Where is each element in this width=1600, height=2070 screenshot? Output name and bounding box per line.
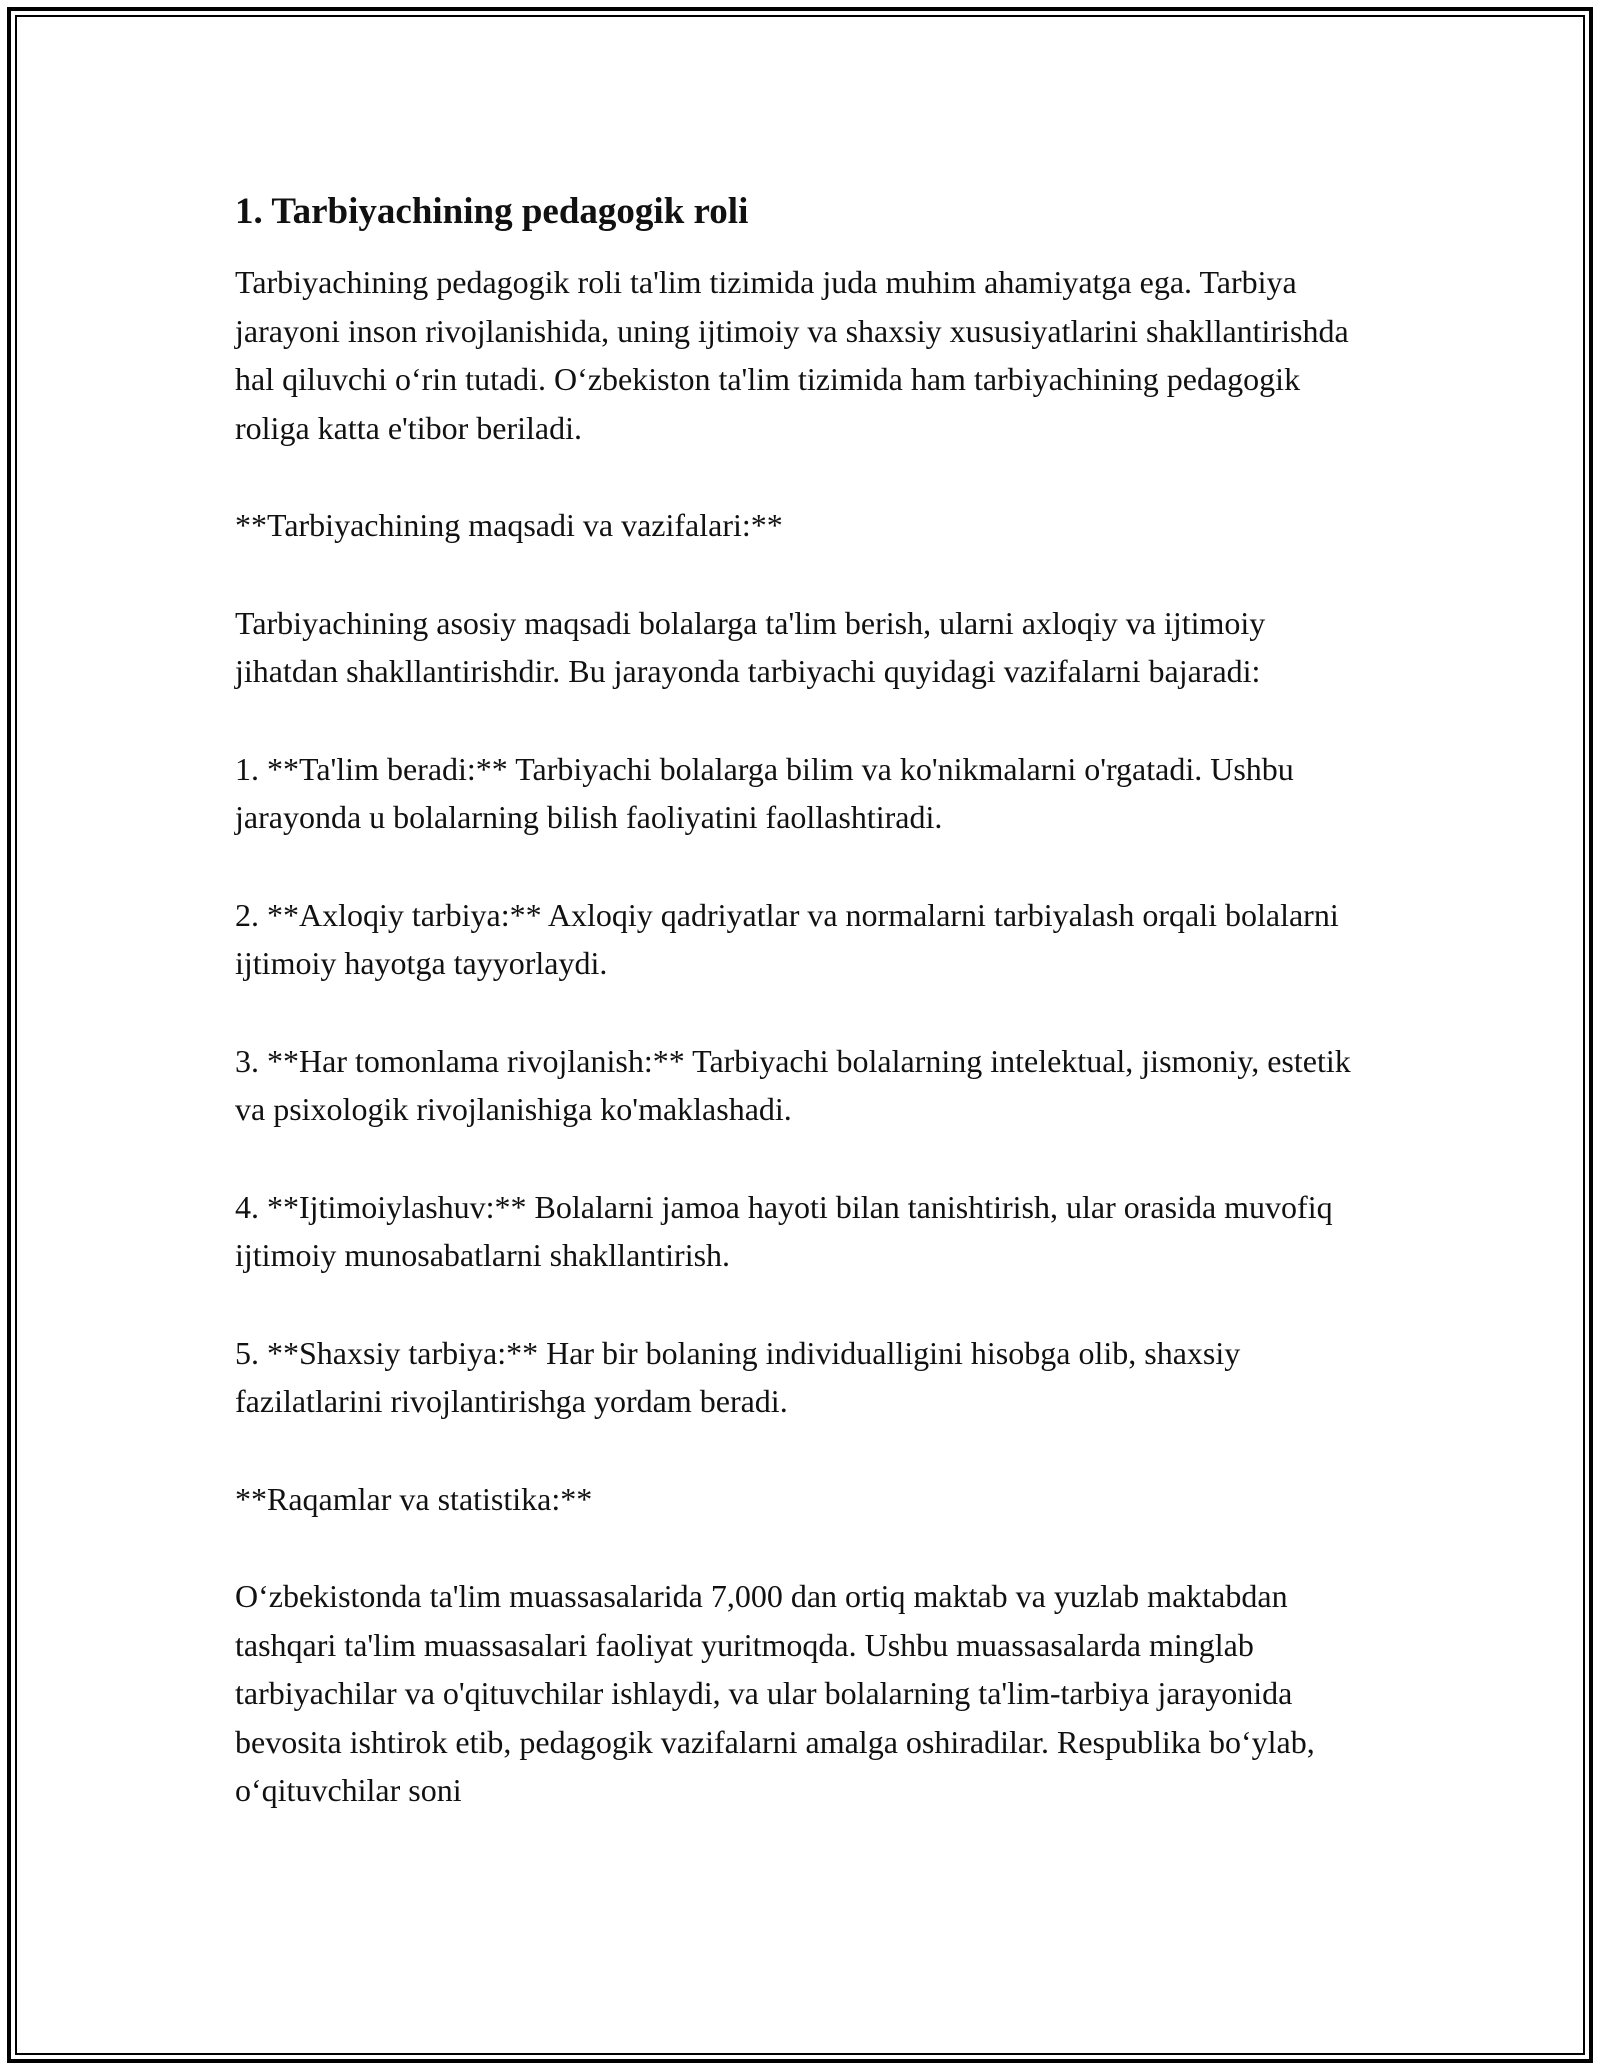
paragraph-spacer [235,1134,1375,1183]
paragraph-spacer [235,696,1375,745]
list-item-4: 4. **Ijtimoiylashuv:** Bolalarni jamoa hayoti bilan tanishtirish, ular orasida muvofiq ijtimoiy munosabatlarni shakllantirish. [235,1188,1333,1273]
list-item-3: 3. **Har tomonlama rivojlanish:** Tarbiyachi bolalarning intelektual, jismoniy, estetik va psixologik rivojlanishiga ko'maklashadi. [235,1042,1351,1127]
goals-subheading: **Tarbiyachining maqsadi va vazifalari:** [235,507,783,543]
paragraph-spacer [235,842,1375,891]
list-item-5: 5. **Shaxsiy tarbiya:** Har bir bolaning individualligini hisobga olib, shaxsiy fazilatlarini rivojlantirishga yordam beradi. [235,1334,1241,1419]
paragraph-spacer [235,452,1375,501]
section-heading: 1. Tarbiyachining pedagogik roli [235,191,749,232]
list-item-1: 1. **Ta'lim beradi:** Tarbiyachi bolalarga bilim va ko'nikmalarni o'rgatadi. Ushbu jarayonda u bolalarning bilish faoliyatini faollashtiradi. [235,750,1294,835]
goals-paragraph: Tarbiyachining asosiy maqsadi bolalarga ta'lim berish, ularni axloqiy va ijtimoiy jihatdan shakllantirishdir. Bu jarayonda tarbiyachi quyidagi vazifalarni bajaradi: [235,604,1266,689]
paragraph-spacer [235,1280,1375,1329]
statistics-paragraph: O‘zbekistonda ta'lim muassasalarida 7,000 dan ortiq maktab va yuzlab maktabdan tashqari ta'lim muassasalari faoliyat yuritmoqda. Ushbu muassasalarda minglab tarbiyachilar va o'qituvchilar ishlaydi, va ular bolalarning ta'lim-tarbiya jarayonida bevosita ishtirok etib, pedagogik vazifalarni amalga oshiradilar. Respublika bo‘ylab, o‘qituvchilar soni [235,1578,1315,1808]
document-body [235,188,1375,1815]
paragraph-spacer [235,988,1375,1037]
list-item-2: 2. **Axloqiy tarbiya:** Axloqiy qadriyatlar va normalarni tarbiyalash orqali bolalarni ijtimoiy hayotga tayyorlaydi. [235,896,1339,981]
paragraph-spacer [235,1426,1375,1475]
paragraph-spacer [235,1523,1375,1572]
statistics-subheading: **Raqamlar va statistika:** [235,1480,593,1517]
paragraph-spacer [235,550,1375,599]
intro-paragraph: Tarbiyachining pedagogik roli ta'lim tizimida juda muhim ahamiyatga ega. Tarbiya jarayoni inson rivojlanishida, uning ijtimoiy va shaxsiy xususiyatlarini shakllantirishda hal qiluvchi o‘rin tutadi. O‘zbekiston ta'lim tizimida ham tarbiyachining pedagogik roliga katta e'tibor beriladi. [235,264,1349,446]
